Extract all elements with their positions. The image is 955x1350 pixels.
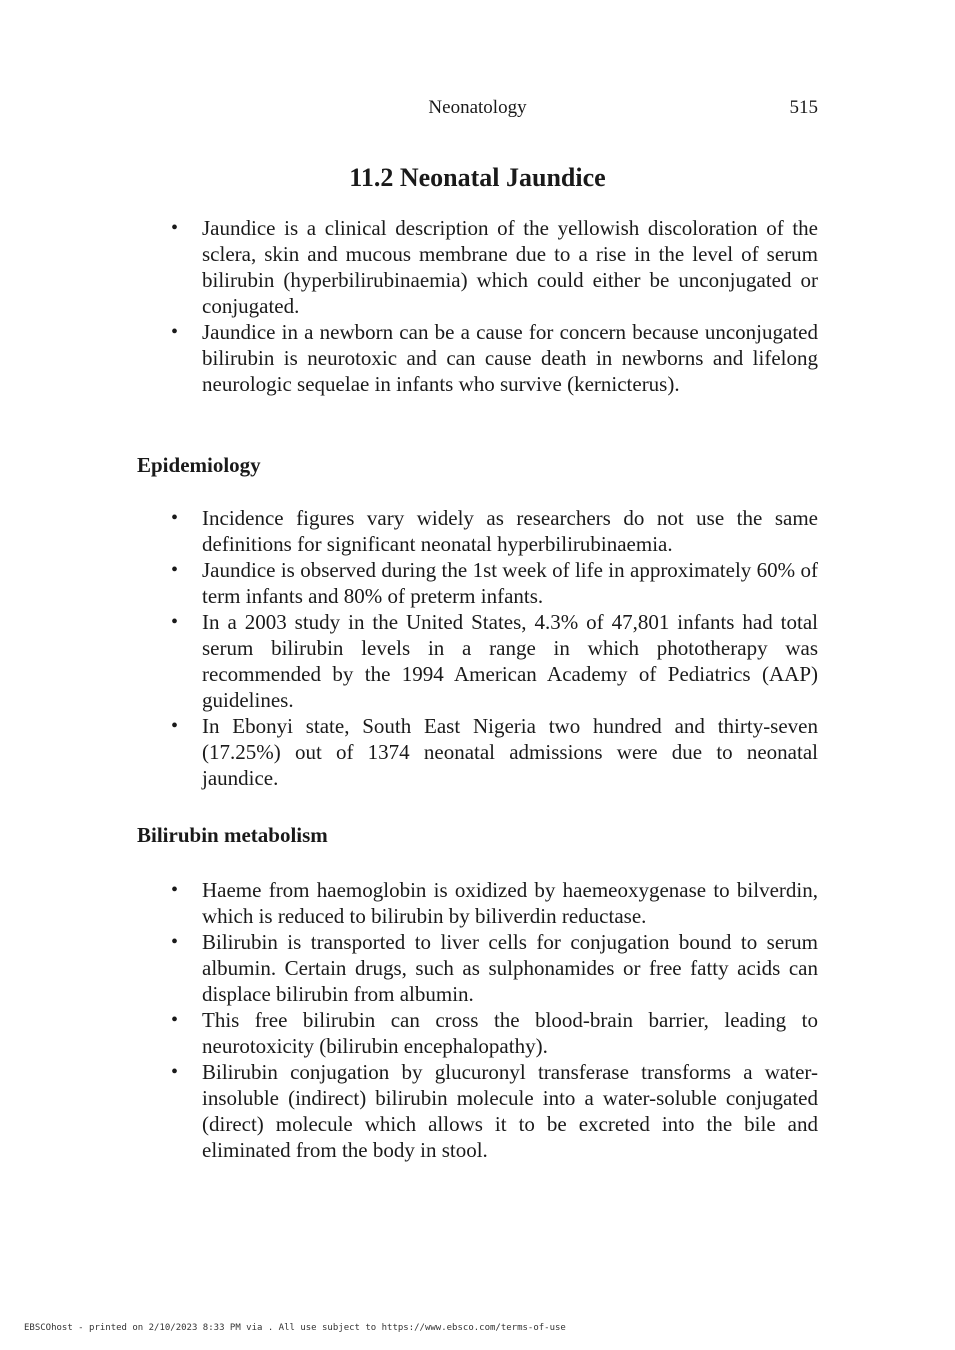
bullet-icon: • xyxy=(171,507,179,529)
list-item: • Bilirubin is transported to liver cells for conjugation bound to serum albumin. Certain drugs, such as sulphonamides or free fatty acids can displace bilirubin from albumin. xyxy=(171,930,818,1006)
bullet-icon: • xyxy=(171,611,179,633)
running-head xyxy=(0,96,955,120)
bullet-icon: • xyxy=(171,1061,179,1083)
intro-list xyxy=(171,215,818,397)
epidemiology-list xyxy=(171,505,818,791)
list-item: • Incidence figures vary widely as researchers do not use the same definitions for significant neonatal hyperbilirubinaemia. xyxy=(171,506,818,556)
list-item: • In a 2003 study in the United States, 4.3% of 47,801 infants had total serum bilirubin levels in a range in which phototherapy was recommended by the 1994 American Academy of Pediatrics (AAP) guidelines. xyxy=(171,610,818,712)
bullet-icon: • xyxy=(171,931,179,953)
list-item: • Bilirubin conjugation by glucuronyl transferase transforms a water-insoluble (indirect) bilirubin molecule into a water-soluble conjugated (direct) molecule which allows it to be excreted into the bile and eliminated from the body in stool. xyxy=(171,1060,818,1162)
list-item: • In Ebonyi state, South East Nigeria two hundred and thirty-seven (17.25%) out of 1374 neonatal admissions were due to neonatal jaundice. xyxy=(171,714,818,790)
list-item: • Jaundice in a newborn can be a cause for concern because unconjugated bilirubin is neurotoxic and can cause death in newborns and lifelong neurologic sequelae in infants who survive (kernicterus). xyxy=(171,320,818,396)
list-item: • This free bilirubin can cross the blood-brain barrier, leading to neurotoxicity (bilirubin encephalopathy). xyxy=(171,1008,818,1058)
list-item: • Jaundice is a clinical description of the yellowish discoloration of the sclera, skin and mucous membrane due to a rise in the level of serum bilirubin (hyperbilirubinaemia) which could either be unconjugated or conjugated. xyxy=(171,216,818,318)
bullet-icon: • xyxy=(171,715,179,737)
running-title: Neonatology xyxy=(428,97,527,118)
bullet-icon: • xyxy=(171,321,179,343)
bullet-icon: • xyxy=(171,559,179,581)
bullet-icon: • xyxy=(171,879,179,901)
metabolism-list xyxy=(171,877,818,1163)
list-item: • Haeme from haemoglobin is oxidized by haemeoxygenase to bilverdin, which is reduced to bilirubin by biliverdin reductase. xyxy=(171,878,818,928)
chapter-title: 11.2 Neonatal Jaundice xyxy=(349,163,606,192)
bilirubin-metabolism-heading: Bilirubin metabolism xyxy=(137,823,328,847)
list-item: • Jaundice is observed during the 1st week of life in approximately 60% of term infants and 80% of preterm infants. xyxy=(171,558,818,608)
bullet-icon: • xyxy=(171,1009,179,1031)
epidemiology-heading: Epidemiology xyxy=(137,453,261,477)
bullet-icon: • xyxy=(171,217,179,239)
print-footer: EBSCOhost - printed on 2/10/2023 8:33 PM via . All use subject to https://www.ebsco.com/terms-of-use xyxy=(24,1323,566,1333)
page-number: 515 xyxy=(789,97,818,118)
